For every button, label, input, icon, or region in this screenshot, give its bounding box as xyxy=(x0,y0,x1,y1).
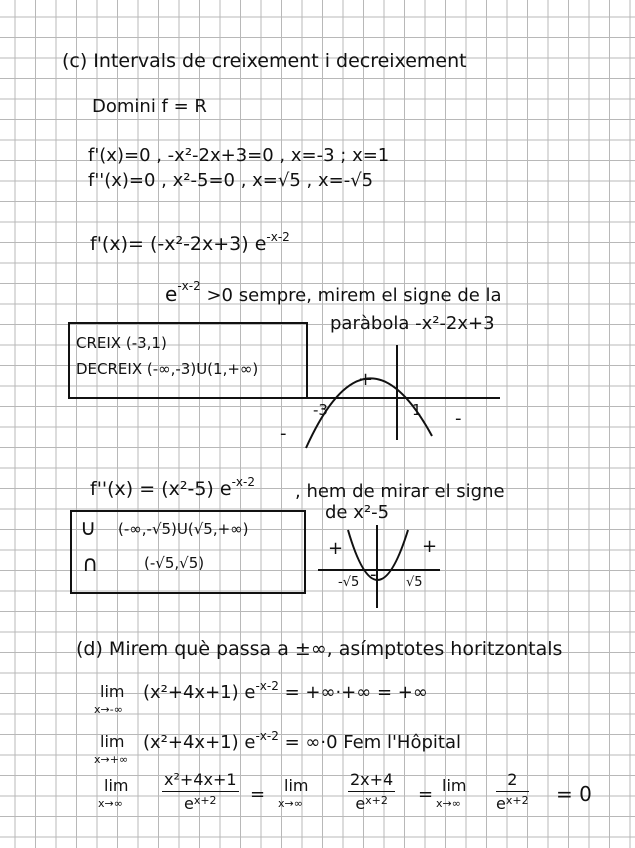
limit-3-subscript: x→∞ xyxy=(98,797,123,810)
first-derivative-exponent: -x-2 xyxy=(266,230,290,244)
limit-1-word: lim xyxy=(100,682,125,701)
concave-symbol: ∩ xyxy=(82,552,99,577)
fraction-1-den-exp: x+2 xyxy=(193,794,217,807)
limit-4-word: lim xyxy=(284,776,309,795)
limit-1-subscript: x→-∞ xyxy=(94,703,123,716)
concave-interval: (-√5,√5) xyxy=(144,554,205,572)
limit-1 xyxy=(94,682,125,716)
limit-2-result: = ∞·0 Fem l'Hôpital xyxy=(284,732,461,753)
fraction-1 xyxy=(162,770,239,813)
fraction-2-denominator xyxy=(348,792,395,813)
limit-2 xyxy=(94,732,129,766)
equals-1: = xyxy=(250,784,266,805)
second-derivative-exponent: -x-2 xyxy=(231,475,255,489)
graph2-plus-right: + xyxy=(422,536,438,557)
graph1-minus-right: - xyxy=(455,408,462,429)
limit-1-exponent: -x-2 xyxy=(255,679,279,693)
exponential-text: >0 sempre, mirem el signe de la xyxy=(206,285,502,306)
limit-5 xyxy=(436,776,467,810)
first-derivative-base: f'(x)= (-x²-2x+3) e xyxy=(90,233,267,255)
limit-3-word: lim xyxy=(104,776,129,795)
limit-2-body: (x²+4x+1) e xyxy=(143,732,256,753)
limit-2-subscript: x→+∞ xyxy=(94,753,129,766)
graph1-left-root: -3 xyxy=(313,401,328,419)
limit-2-expression xyxy=(143,729,461,753)
section-d-title: (d) Mirem què passa a ±∞, asímptotes horitzontals xyxy=(76,638,563,660)
second-derivative-text: , hem de mirar el signe xyxy=(295,481,505,502)
graph2-minus: - xyxy=(370,564,377,585)
limit-5-word: lim xyxy=(442,776,467,795)
final-result: = 0 xyxy=(556,782,592,806)
parabola-text: paràbola -x²-2x+3 xyxy=(330,313,495,334)
limit-1-result: = +∞·+∞ = +∞ xyxy=(284,682,428,703)
convex-symbol: ∪ xyxy=(80,516,97,541)
fraction-2-den-base: e xyxy=(355,794,366,813)
fraction-2-den-exp: x+2 xyxy=(365,794,388,807)
equals-2: = xyxy=(418,784,434,805)
graph1-minus-left: - xyxy=(280,423,287,444)
graph2-right-root: √5 xyxy=(406,575,423,590)
graph2-plus-left: + xyxy=(328,538,344,559)
fraction-2-numerator: 2x+4 xyxy=(348,770,395,792)
convex-interval: (-∞,-√5)U(√5,+∞) xyxy=(118,520,249,538)
fraction-2 xyxy=(348,770,395,813)
equation-line-2: f''(x)=0 , x²-5=0 , x=√5 , x=-√5 xyxy=(88,170,374,191)
section-c-title: (c) Intervals de creixement i decreixement xyxy=(62,50,467,72)
limit-5-subscript: x→∞ xyxy=(436,797,461,810)
domain-line: Domini f = R xyxy=(92,96,207,117)
second-derivative-base: f''(x) = (x²-5) e xyxy=(90,478,232,500)
graph2-left-root: -√5 xyxy=(338,575,360,590)
limit-3 xyxy=(98,776,129,810)
equation-line-1: f'(x)=0 , -x²-2x+3=0 , x=-3 ; x=1 xyxy=(88,145,390,166)
fraction-1-den-base: e xyxy=(183,794,194,813)
second-derivative-text-2: de x²-5 xyxy=(325,502,390,523)
limit-1-body: (x²+4x+1) e xyxy=(143,682,256,703)
limit-4-subscript: x→∞ xyxy=(278,797,303,810)
fraction-3-den-exp: x+2 xyxy=(505,794,529,807)
fraction-3-denominator xyxy=(496,792,529,813)
limit-2-word: lim xyxy=(100,732,125,751)
fraction-1-denominator xyxy=(162,792,239,813)
decreasing-interval: DECREIX (-∞,-3)U(1,+∞) xyxy=(76,360,259,378)
fraction-3 xyxy=(496,770,529,813)
exponential-base: e xyxy=(165,282,178,306)
fraction-1-numerator: x²+4x+1 xyxy=(162,770,239,792)
graph1-right-root: 1 xyxy=(412,401,422,419)
limit-4 xyxy=(278,776,309,810)
fraction-3-numerator: 2 xyxy=(496,770,529,792)
limit-1-expression xyxy=(143,679,428,703)
exponential-exponent: -x-2 xyxy=(177,279,201,293)
increasing-interval: CREIX (-3,1) xyxy=(76,334,167,352)
graph1-plus: + xyxy=(358,369,374,390)
fraction-3-den-base: e xyxy=(496,794,506,813)
limit-2-exponent: -x-2 xyxy=(255,729,279,743)
